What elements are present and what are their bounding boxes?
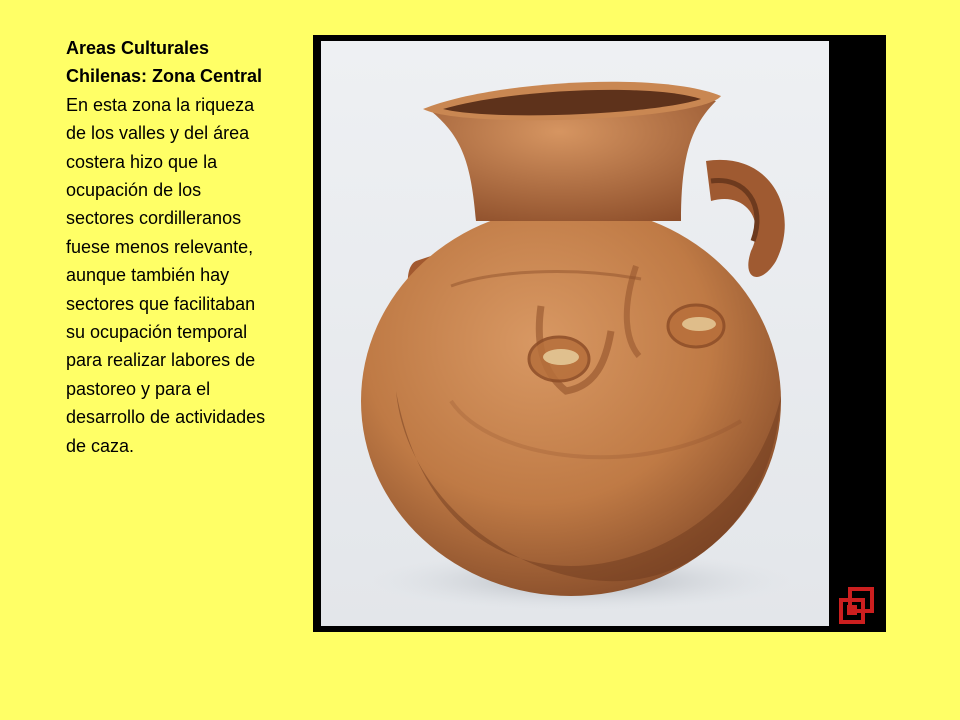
ceramic-jar-illustration xyxy=(321,41,829,626)
overlapping-squares-logo-icon xyxy=(836,585,878,627)
artifact-photo-frame xyxy=(313,35,886,632)
slide-body-text: En esta zona la riqueza de los valles y del área costera hizo que la ocupación de los sectores cordilleranos fuese menos relevante, aunque también hay sectores que facilitaban su ocupación temporal para realizar labores de pastoreo y para el desarrollo de actividades de caza. xyxy=(66,94,266,456)
artifact-photo xyxy=(321,41,829,626)
slide-title: Areas Culturales Chilenas: Zona Central xyxy=(66,38,263,87)
slide-text-block xyxy=(66,34,266,460)
